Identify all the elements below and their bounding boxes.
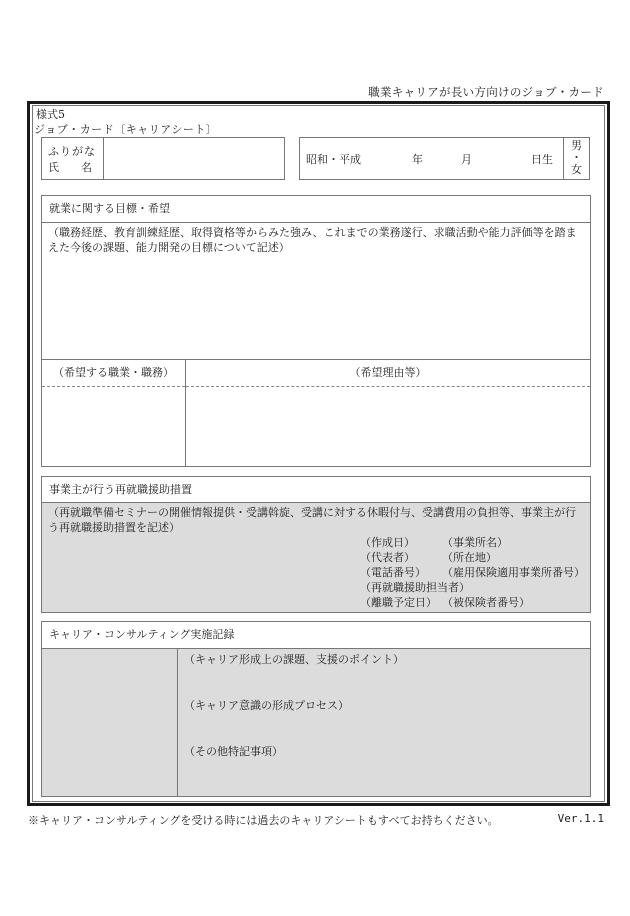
reason-label: （希望理由等）	[349, 366, 427, 379]
form-title: ジョブ・カード〔キャリアシート〕	[34, 123, 218, 136]
goals-description[interactable]: （職務経歴、教育訓練経歴、取得資格等からみた強み、これまでの業務遂行、求職活動や能力評価等を踏まえた今後の課題、能力開発の目標について記述）	[48, 226, 577, 254]
year-label: 年	[412, 153, 423, 166]
field-representative: （代表者）	[360, 551, 415, 564]
field-support-staff: （再就職援助担当者）	[360, 581, 470, 594]
footer-note: ※キャリア・コンサルティングを受ける時には過去のキャリアシートもすべてお持ちください。	[28, 814, 499, 827]
birthdate-block	[299, 137, 590, 180]
desired-job-column	[42, 360, 186, 466]
field-insured-number: （被保険者番号）	[442, 596, 530, 609]
consulting-right-column[interactable]	[178, 649, 590, 796]
employer-support-title: 事業主が行う再就職援助措置	[42, 477, 590, 503]
reason-column	[186, 360, 590, 466]
field-row	[360, 595, 585, 610]
consulting-body	[42, 649, 590, 796]
reason-input[interactable]	[186, 386, 590, 466]
employer-support-description: （再就職準備セミナーの開催情報提供・受講斡旋、受講に対する休暇付与、受講費用の負担等、事業主が行う再就職援助措置を記述）	[48, 506, 576, 534]
name-block	[41, 137, 285, 180]
goals-title: 就業に関する目標・希望	[42, 196, 590, 223]
desired-job-table	[42, 359, 590, 466]
version-label: Ver.1.1	[557, 812, 604, 825]
gender-separator: ・	[571, 151, 582, 164]
field-phone: （電話番号）	[360, 566, 426, 579]
field-row	[360, 550, 585, 565]
desired-job-label: （希望する職業・職務）	[53, 366, 174, 379]
document-caption: 職業キャリアが長い方向けのジョブ・カード	[368, 85, 604, 99]
field-address: （所在地）	[442, 551, 497, 564]
field-office-name: （事業所名）	[442, 536, 508, 549]
field-creation-date: （作成日）	[360, 536, 415, 549]
field-row	[360, 580, 585, 595]
gender-selector[interactable]	[564, 138, 589, 179]
employer-support-section	[41, 476, 591, 613]
furigana-label: ふりがな	[48, 145, 96, 158]
month-label: 月	[461, 153, 472, 166]
name-label: 氏 名	[48, 161, 92, 174]
employer-support-body[interactable]	[42, 503, 590, 612]
field-departure-date: （離職予定日）	[360, 596, 437, 609]
consulting-section	[41, 621, 591, 797]
gender-male[interactable]: 男	[571, 139, 582, 152]
consulting-item-issues: （キャリア形成上の課題、支援のポイント）	[184, 653, 404, 666]
field-row	[360, 535, 585, 550]
consulting-item-other: （その他特記事項）	[184, 745, 283, 758]
name-divider	[103, 137, 104, 180]
era-label[interactable]: 昭和・平成	[306, 153, 361, 166]
field-insurance-office-number: （雇用保険適用事業所番号）	[442, 566, 585, 579]
gender-female[interactable]: 女	[571, 163, 582, 176]
goals-section	[41, 195, 591, 467]
field-row	[360, 565, 585, 580]
desired-job-input[interactable]	[42, 386, 185, 466]
form-number: 様式5	[36, 108, 65, 121]
consulting-left-column[interactable]	[42, 649, 178, 796]
consulting-title: キャリア・コンサルティング実施記録	[42, 622, 590, 649]
employer-fields	[360, 535, 585, 610]
consulting-item-process: （キャリア意識の形成プロセス）	[184, 699, 349, 712]
day-label: 日生	[531, 153, 553, 166]
name-input[interactable]	[105, 138, 283, 179]
